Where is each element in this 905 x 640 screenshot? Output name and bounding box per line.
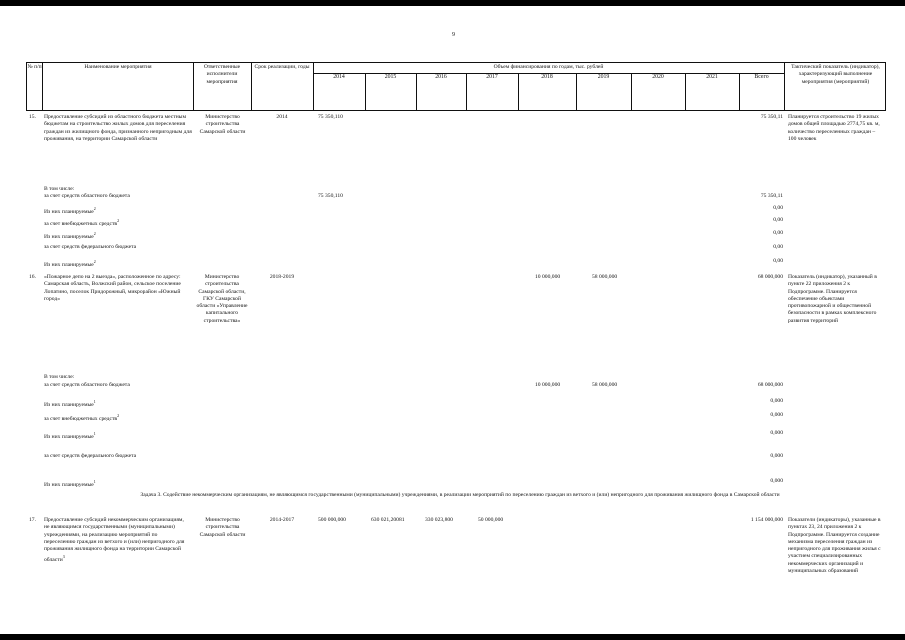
row16-sub-2019: 58 000,000 xyxy=(592,382,618,388)
row16-sub-label: за счет внебюджетных средств$^2$ xyxy=(44,413,120,422)
grid-line xyxy=(193,62,194,110)
row16-indicator: Показатель (индикатор), указанный в пункте 22 приложения 2 к Подпрограмме. Планируется обеспечение объектами противопожарной и общественной безопасности в рамках комплексного развития территорий xyxy=(788,274,877,324)
row17-indicator: Показатели (индикаторы), указанные в пунктах 23, 24 приложения 2 к Подпрограмме. Планируется создание механизма переселения граждан из непригодного для проживания жилья с участием специализированных некоммерческих организаций и муниципальных образований xyxy=(788,517,881,575)
row15-sub-label: Из них планируемые$^2$ xyxy=(44,206,96,215)
row15-sub-2014: 75 350,110 xyxy=(318,193,343,199)
row15-num: 15. xyxy=(29,114,36,120)
row16-name: «Пожарное депо на 2 выезда», расположенное по адресу: Самарская область, Волжский район, сельское поселение Лопатино, поселок Придорожный, микрорайон «Южный город» xyxy=(44,274,181,302)
row16-total: 68 000,000 xyxy=(757,274,783,280)
row15-sub-total: 0,00 xyxy=(773,205,783,211)
row16-sub-total: 0,000 xyxy=(770,430,783,436)
row17-2014: 500 000,000 xyxy=(318,517,346,523)
row17-2017: 50 000,000 xyxy=(478,517,504,523)
header-top-line xyxy=(26,62,886,63)
row15-sub-label: за счет средств областного бюджета xyxy=(44,193,130,199)
page-number: 9 xyxy=(452,32,455,38)
header-name: Наименование мероприятия xyxy=(84,64,152,70)
row15-sub-total: 0,00 xyxy=(773,217,783,223)
header-num: № п/п xyxy=(27,64,42,70)
row15-2014: 75 350,110 xyxy=(318,114,343,120)
row16-sub-total: 68 000,000 xyxy=(757,382,783,388)
header-funding: Объем финансирования по годам, тыс. рублей xyxy=(493,64,604,70)
row15-indicator: Планируется строительство 19 жилых домов общей площадью 2774,75 кв. м, количество переселенных граждан – 100 человек xyxy=(788,114,880,142)
task3-heading: Задача 3. Содействие некоммерческим организациям, не являющимся государственными (муниципальными) учреждениями, в реализации мероприятий по переселению граждан из ветхого и (или) непригодного для проживания жилищного фонда в Самарской области xyxy=(140,492,780,498)
row15-total: 75 350,11 xyxy=(760,114,783,120)
row15-sub-total: 0,00 xyxy=(773,244,783,250)
row15-name: Предоставление субсидий из областного бюджета местным бюджетам на строительство жилых домов для переселения граждан из жилищного фонда, признанного непригодным для проживания, на территории Самарской области xyxy=(44,114,192,142)
row17-responsible: Министерство строительства Самарской области xyxy=(199,517,246,538)
row15-sub-label: В том числе: xyxy=(44,186,75,192)
row16-sub-label: Из них планируемые$^1$ xyxy=(44,479,96,488)
header-year: 2018 xyxy=(541,74,553,80)
header-bottom-line xyxy=(26,110,886,111)
row15-sub-label: за счет средств федерального бюджета xyxy=(44,244,137,250)
header-year: 2017 xyxy=(486,74,498,80)
row17-name: Предоставление субсидий некоммерческим организациям, не являющимся государственными (муниципальными) учреждениями, на реализацию мероприятий по переселению граждан из ветхого и (или) непригодного для проживания жилищного фонда на территории Самарской области$^3$ xyxy=(44,517,185,564)
row16-sub-label: Из них планируемые$^1$ xyxy=(44,399,96,408)
document-page xyxy=(0,6,905,634)
header-indicator: Тактический показатель (индикатор), характеризующий выполнение мероприятия (мероприятий) xyxy=(791,64,880,85)
header-year: 2014 xyxy=(333,74,345,80)
header-year: 2015 xyxy=(384,74,397,80)
row15-term: 2014 xyxy=(276,114,288,120)
row15-sub-total: 0,00 xyxy=(773,230,783,236)
row16-2018: 10 000,000 xyxy=(535,274,561,280)
header-year: 2021 xyxy=(706,74,718,80)
header-term: Срок реализации, годы xyxy=(254,64,310,70)
grid-line xyxy=(251,62,252,110)
row16-sub-total: 0,000 xyxy=(770,478,783,484)
row16-sub-label: за счет средств федерального бюджета xyxy=(44,453,137,459)
row17-2016: 330 023,800 xyxy=(425,517,453,523)
header-year: 2020 xyxy=(652,74,664,80)
row16-sub-total: 0,000 xyxy=(770,398,783,404)
row16-term: 2018-2019 xyxy=(269,274,295,280)
row15-sub-label: Из них планируемые$^2$ xyxy=(44,259,96,268)
row16-sub-label: за счет средств областного бюджета xyxy=(44,382,130,388)
row15-sub-total: 0,00 xyxy=(773,258,783,264)
header-responsible: Ответственные исполнители мероприятия xyxy=(203,64,241,85)
row17-num: 17. xyxy=(29,517,36,523)
row17-total: 1 154 000,000 xyxy=(750,517,783,523)
grid-line xyxy=(784,62,785,110)
row15-responsible: Министерство строительства Самарской области xyxy=(199,114,246,135)
header-year: 2016 xyxy=(435,74,447,80)
row16-sub-label: В том числе: xyxy=(44,374,75,380)
row16-sub-total: 0,000 xyxy=(770,412,783,418)
header-year: 2019 xyxy=(597,74,610,80)
row15-sub-label: за счет внебюджетных средств$^2$ xyxy=(44,218,120,227)
row16-responsible: Министерство строительства Самарской области, ГКУ Самарской области «Управление капитального строительства» xyxy=(196,274,248,324)
row15-sub-label: Из них планируемые$^2$ xyxy=(44,231,96,240)
row16-num: 16. xyxy=(29,274,36,280)
row16-sub-total: 0,000 xyxy=(770,453,783,459)
row16-sub-label: Из них планируемые$^1$ xyxy=(44,431,96,440)
header-total: Всего xyxy=(754,74,769,80)
row16-sub-2018: 10 000,000 xyxy=(535,382,561,388)
row17-term: 2014-2017 xyxy=(269,517,295,523)
row17-2015: 630 021,20081 xyxy=(371,517,405,523)
row16-2019: 58 000,000 xyxy=(592,274,618,280)
grid-line xyxy=(885,62,886,110)
row15-sub-total: 75 350,11 xyxy=(760,193,783,199)
